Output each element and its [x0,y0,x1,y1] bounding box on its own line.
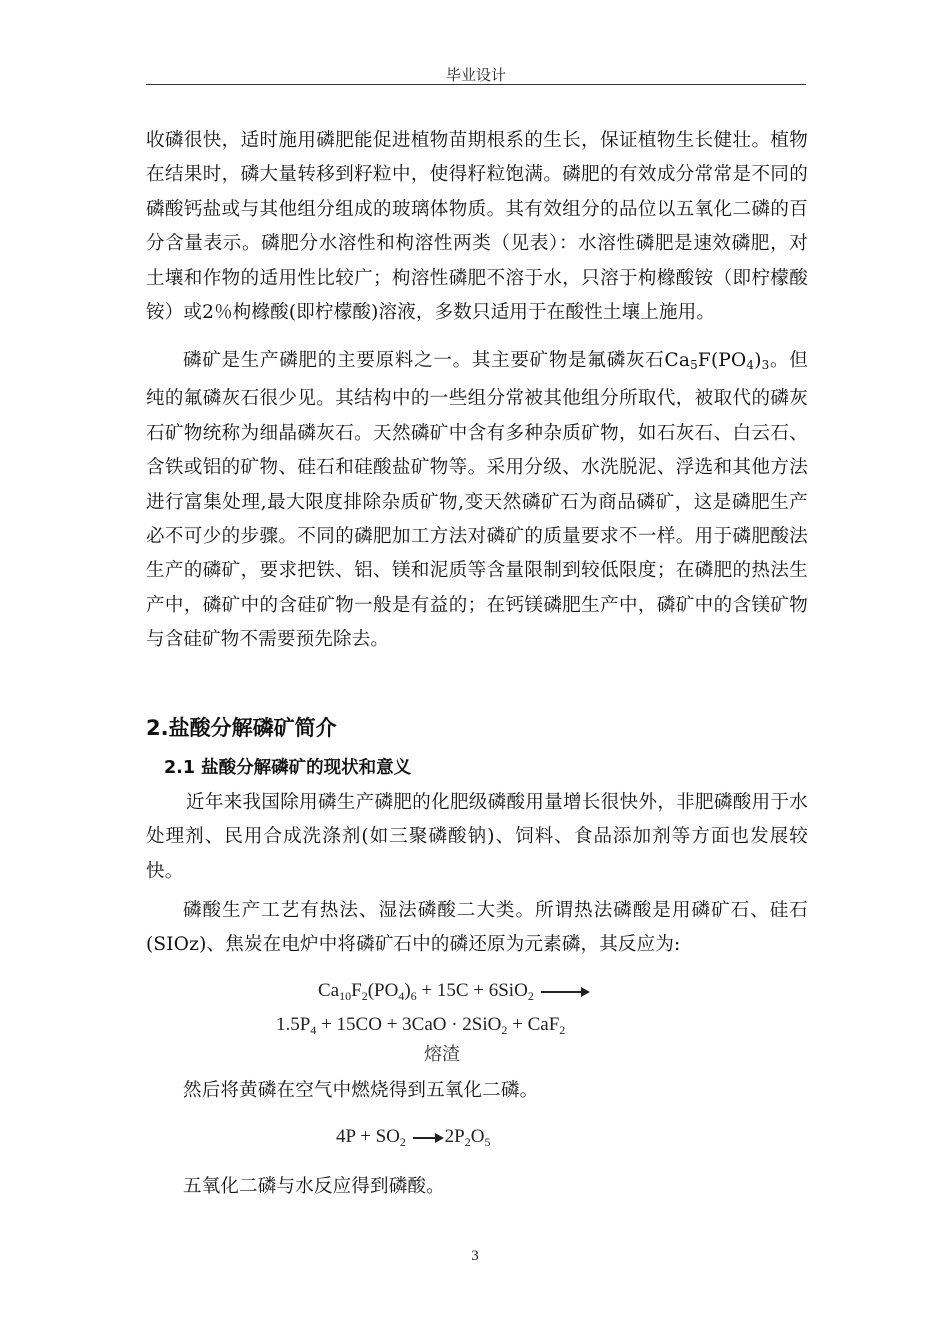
eq-sub: 4 [398,989,405,1003]
eq-term: + 15CO + 3CaO · 2SiO [316,1014,502,1035]
eq-term: Ca [318,980,340,1001]
paragraph-6: 五氧化二磷与水反应得到磷酸。 [183,1176,445,1197]
paragraph-2 [146,344,808,658]
equation-1-note: 熔渣 [424,1044,460,1065]
p2-subscript-3: 3 [761,358,770,372]
reaction-arrow-icon [411,1131,445,1145]
eq-sub: 2 [527,989,534,1003]
paragraph-1: 收磷很快，适时施用磷肥能促进植物苗期根系的生长，保证植物生长健壮。植物在结果时，磷大量转移到籽粒中，使得籽粒饱满。磷肥的有效成分常常是不同的磷酸钙盐或与其他组分组成的玻璃体物质。其有效组分的品位以五氧化二磷的百分含量表示。磷肥分水溶性和枸溶性两类（见表）：水溶性磷肥是速效磷肥，对土壤和作物的适用性比较广；枸溶性磷肥不溶于水，只溶于枸橼酸铵（即柠檬酸铵）或2％枸橼酸(即柠檬酸)溶液，多数只适用于在酸性土壤上施用。 [146,130,808,324]
p2-text-before: 磷矿是生产磷肥的主要原料之一。其主要矿物是氟磷灰石Ca [183,350,691,371]
eq-term: + 15C + 6SiO [416,980,528,1001]
page-number: 3 [471,1248,479,1264]
eq-term: F [351,980,362,1001]
eq-term: (PO [367,980,399,1001]
eq-term: ) [404,980,411,1001]
eq-sub: 2 [559,1023,566,1037]
eq-term: 2P [444,1126,465,1147]
paragraph-4: 磷酸生产工艺有热法、湿法磷酸二大类。所谓热法磷酸是用磷矿石、硅石(SIOz)、焦炭在电炉中将磷矿石中的磷还原为元素磷，其反应为: [146,900,808,956]
eq-term: 1.5P [276,1014,311,1035]
paragraph-3: 近年来我国除用磷生产磷肥的化肥级磷酸用量增长很快外，非肥磷酸用于水处理剂、民用合成洗涤剂(如三聚磷酸钠)、饲料、食品添加剂等方面也发展较快。 [146,792,808,882]
eq-sub: 5 [484,1135,491,1149]
p2-subscript-1: 5 [690,358,698,372]
page-header: 毕业设计 [445,66,506,84]
section-heading: 2.盐酸分解磷矿简介 [146,716,337,740]
eq-sub: 10 [339,989,352,1003]
equation-1-line-1 [318,980,591,1004]
p2-text-mid: F(PO [697,350,747,371]
eq-sub: 2 [464,1135,471,1149]
p2-text-after: 。但纯的氟磷灰石很少见。其结构中的一些组分常被其他组分所取代，被取代的磷灰石矿物统称为细晶磷灰石。天然磷矿中含有多种杂质矿物，如石灰石、白云石、含铁或铝的矿物、硅石和硅酸盐矿物等。采用分级、水洗脱泥、浮选和其他方法进行富集处理,最大限度排除杂质矿物,变天然磷矿石为商品磷矿，这是磷肥生产必不可少的步骤。不同的磷肥加工方法对磷矿的质量要求不一样。用于磷肥酸法生产的磷矿，要求把铁、铝、镁和泥质等含量限制到较低限度；在磷肥的热法生产中，磷矿中的含硅矿物一般是有益的；在钙镁磷肥生产中，磷矿中的含镁矿物与含硅矿物不需要预先除去。 [146,350,809,651]
equation-2 [336,1126,490,1150]
equation-1-line-2 [276,1014,565,1038]
paragraph-5: 然后将黄磷在空气中燃烧得到五氧化二磷。 [183,1080,539,1101]
eq-sub: 2 [501,1023,508,1037]
header-rule [146,84,806,85]
p2-text-close: ) [754,350,762,371]
eq-term: + CaF [507,1014,560,1035]
eq-sub: 4 [310,1023,317,1037]
eq-sub: 2 [361,989,368,1003]
eq-term: 4P + SO [336,1126,400,1147]
eq-term: O [470,1126,485,1147]
eq-sub: 2 [399,1135,406,1149]
subsection-heading: 2.1 盐酸分解磷矿的现状和意义 [164,758,412,778]
reaction-arrow-icon [539,985,591,999]
eq-sub: 6 [410,989,417,1003]
p2-subscript-2: 4 [746,358,755,372]
